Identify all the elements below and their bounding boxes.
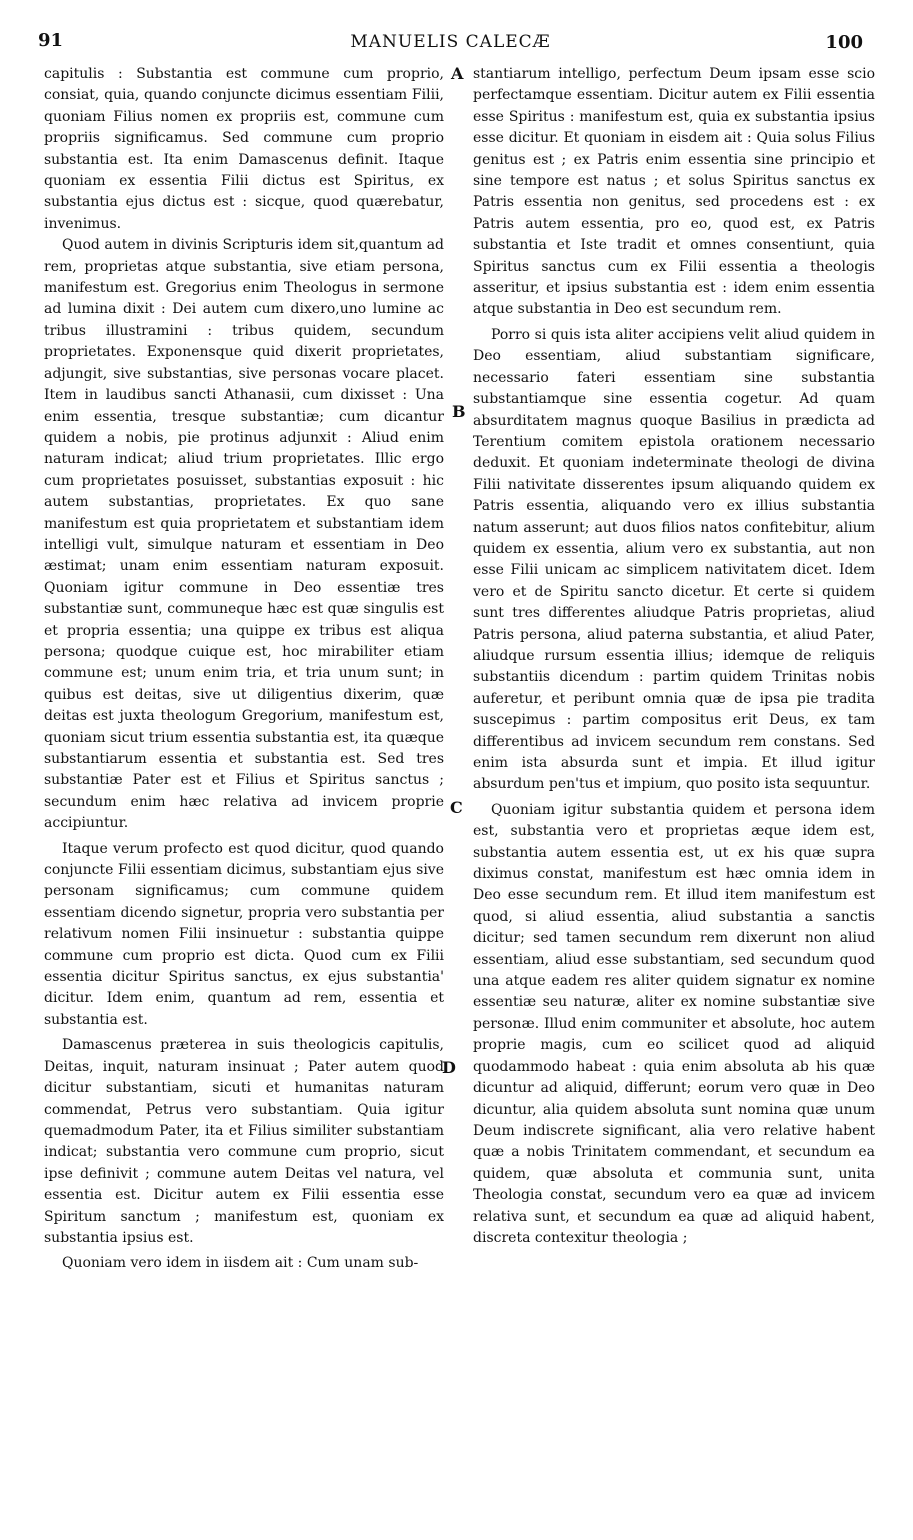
paragraph: Porro si quis ista aliter accipiens velit aliud quidem in Deo essentiam, aliud substantiam significare, necessario fateri essentiam sine substantia substantiamque sine essentia cogetur. Ad quam absurditatem magnus quoque Basilius in prædicta ad Terentium comitem epistola orationem necessario deduxit. Et quoniam indeterminate theologi de divina Filii nativitate disserentes ipsum aliquando quidem ex Patris essentia, aliquando vero ex illius substantia natum asserunt; aut duos filios natos confitebitur, alium quidem ex essentia, alium vero ex substantia, aut non esse Filii unicam ac simplicem nativitatem dicet. Idem vero et de Spiritu sancto dicetur. Et certe si quidem sunt tres differentes aliudque Patris proprietas, aliud Patris persona, aliud paterna substantia, et aliud Pater, aliudque rursum essentia illius; idemque de reliquis substantiis dicendum : partim quidem Trinitas nobis auferetur, et peribunt omnia quæ de ipsa pie tradita suscepimus : partim compositus erit Deus, ex tam differentibus ad invicem secundum rem constans. Sed enim ista absurda sunt et impia. Et illud igitur absurdum pen'tus et impium, quo posito ista sequuntur. — [473, 326, 875, 793]
running-title: MANUELIS CALECÆ — [350, 32, 551, 52]
paragraph: Quoniam vero idem in iisdem ait : Cum unam sub- — [62, 1255, 419, 1272]
paragraph: Quoniam igitur substantia quidem et persona idem est, substantia vero et proprietas æque idem est, substantia autem essentia est, ut ex his quæ supra diximus constat, manifestum est hæc omnia idem in Deo esse secundum rem. Et illud item manifestum est quod, si aliud essentia, aliud substantia a sanctis dicitur; sed tamen secundum rem dixerunt non aliud essentiam, aliud esse substantiam, sed secundum quod una atque eadem res aliter quidem signatur ex nomine essentiæ seu naturæ, aliter ex nomine substantiæ sive personæ. Illud enim communiter et absolute, hoc autem proprie magis, cum eo scilicet quod ad aliquid quodammodo habeat : quia enim absoluta ab his quæ dicuntur ad aliquid, differunt; eorum vero quæ in Deo dicuntur, alia quidem absoluta sunt nomina quæ unum Deum indiscrete significant, alia vero relative habent quæ a nobis Trinitatem commendant, et secundum ea quidem, quæ absoluta et communia sunt, unita Theologia constat, secundum vero ea quæ ad invicem relativa sunt, et secundum ea quæ ad aliquid habent, discreta contexitur theologia ; — [473, 801, 875, 1246]
margin-marker-c: C — [450, 798, 463, 817]
paragraph: Damascenus præterea in suis theologicis capitulis, Deitas, inquit, naturam insinuat ; Pater autem quod dicitur substantiam, sicuti et humanitas naturam commendat, Petrus vero substantiam. Quia igitur quemadmodum Pater, ita et Filius similiter substantiam indicat; substantia vero commune cum proprio, sicut ipse definivit ; commune autem Deitas vel natura, vel essentia est. Dicitur autem ex Filii essentia esse Spiritum sanctum ; manifestum est, quoniam ex substantia ipsius est. — [44, 1037, 444, 1246]
left-page-number: 91 — [38, 30, 64, 51]
paragraph: Quod autem in divinis Scripturis idem sit,quantum ad rem, proprietas atque substantia, sive etiam persona, manifestum est. Gregorius enim Theologus in sermone ad lumina dixit : Dei autem cum dixero,uno lumine ac tribus illustramini : tribus quidem, secundum proprietates. Exponensque quid dixerit proprietates, adjungit, sive substantias, sive personas vocare placet. Item in laudibus sancti Athanasii, cum dixisset : Una enim essentia, tresque substantiæ; cum dicantur quidem a nobis, pie protinus adjunxit : Aliud enim naturam indicat; aliud trium proprietates. Illic ergo cum proprietates posuisset, substantias exposuit : hic autem substantias, proprietates. Ex quo sane manifestum est quia proprietatem et substantiam idem intelligi vult, simulque naturam et essentiam in Deo æstimat; unam enim essentiam naturam exposuit. Quoniam igitur commune in Deo essentiæ tres substantiæ sunt, communeque hæc est quæ singulis est et propria essentia; una quippe ex tribus est aliqua persona; quodque cuique est, hoc mirabiliter etiam commune est; unum enim tria, et tria unum sunt; in quibus est deitas, sive ut diligentius dixerim, quæ deitas est juxta theologum Gregorium, manifestum est, quoniam sicut trium essentia substantia est, ita quæque substantiarum essentia et substantia est. Sed tres substantiæ Pater est et Filius et Spiritus sanctus ; secundum enim hæc relativa ad invicem proprie accipiuntur. — [44, 237, 444, 832]
paragraph: capitulis : Substantia est commune cum proprio, consiat, quia, quando conjuncte dicimus essentiam Filii, quoniam Filius nomen ex propriis est, commune cum propriis significamus. Sed commune cum proprio substantia est. Ita enim Damascenus definit. Itaque quoniam ex essentia Filii dictus est Spiritus, ex substantia ejus dictus est : sicque, quod quærebatur, invenimus. — [44, 66, 444, 232]
right-page-number: 100 — [825, 32, 863, 53]
right-column — [473, 64, 875, 1249]
margin-marker-d: D — [442, 1058, 456, 1077]
margin-marker-a: A — [451, 64, 464, 83]
margin-marker-b: B — [452, 402, 466, 421]
page-header — [38, 30, 863, 60]
paragraph: stantiarum intelligo, perfectum Deum ipsam esse scio perfectamque essentiam. Dicitur autem ex Filii essentia esse Spiritus : manifestum est, quia ex substantia ipsius esse dicitur. Et quoniam in eisdem ait : Quia solus Filius genitus est ; ex Patris enim essentia sine principio et sine tempore est natus ; et solus Spiritus sanctus ex Patris essentia non genitus, sed procedens est : ex Patris autem essentia, pro eo, quod est, ex Patris substantia et Iste tradit et omnes consentiunt, quia Spiritus sanctus cum ex Filii essentia a theologis asseritur, et ipsius substantia est : idem enim essentia atque substantia in Deo est secundum rem. — [473, 66, 875, 318]
paragraph: Itaque verum profecto est quod dicitur, quod quando conjuncte Filii essentiam dicimus, substantiam ejus sive personam significamus; cum commune quidem essentiam dicendo signetur, propria vero substantia per relativum nomen Filii insinuetur : substantia quippe commune cum proprio est dicta. Quod cum ex Filii essentia dicitur Spiritus sanctus, ex ejus substantia' dicitur. Idem enim, quantum ad rem, essentia et substantia est. — [44, 840, 444, 1028]
left-column — [44, 64, 444, 1275]
